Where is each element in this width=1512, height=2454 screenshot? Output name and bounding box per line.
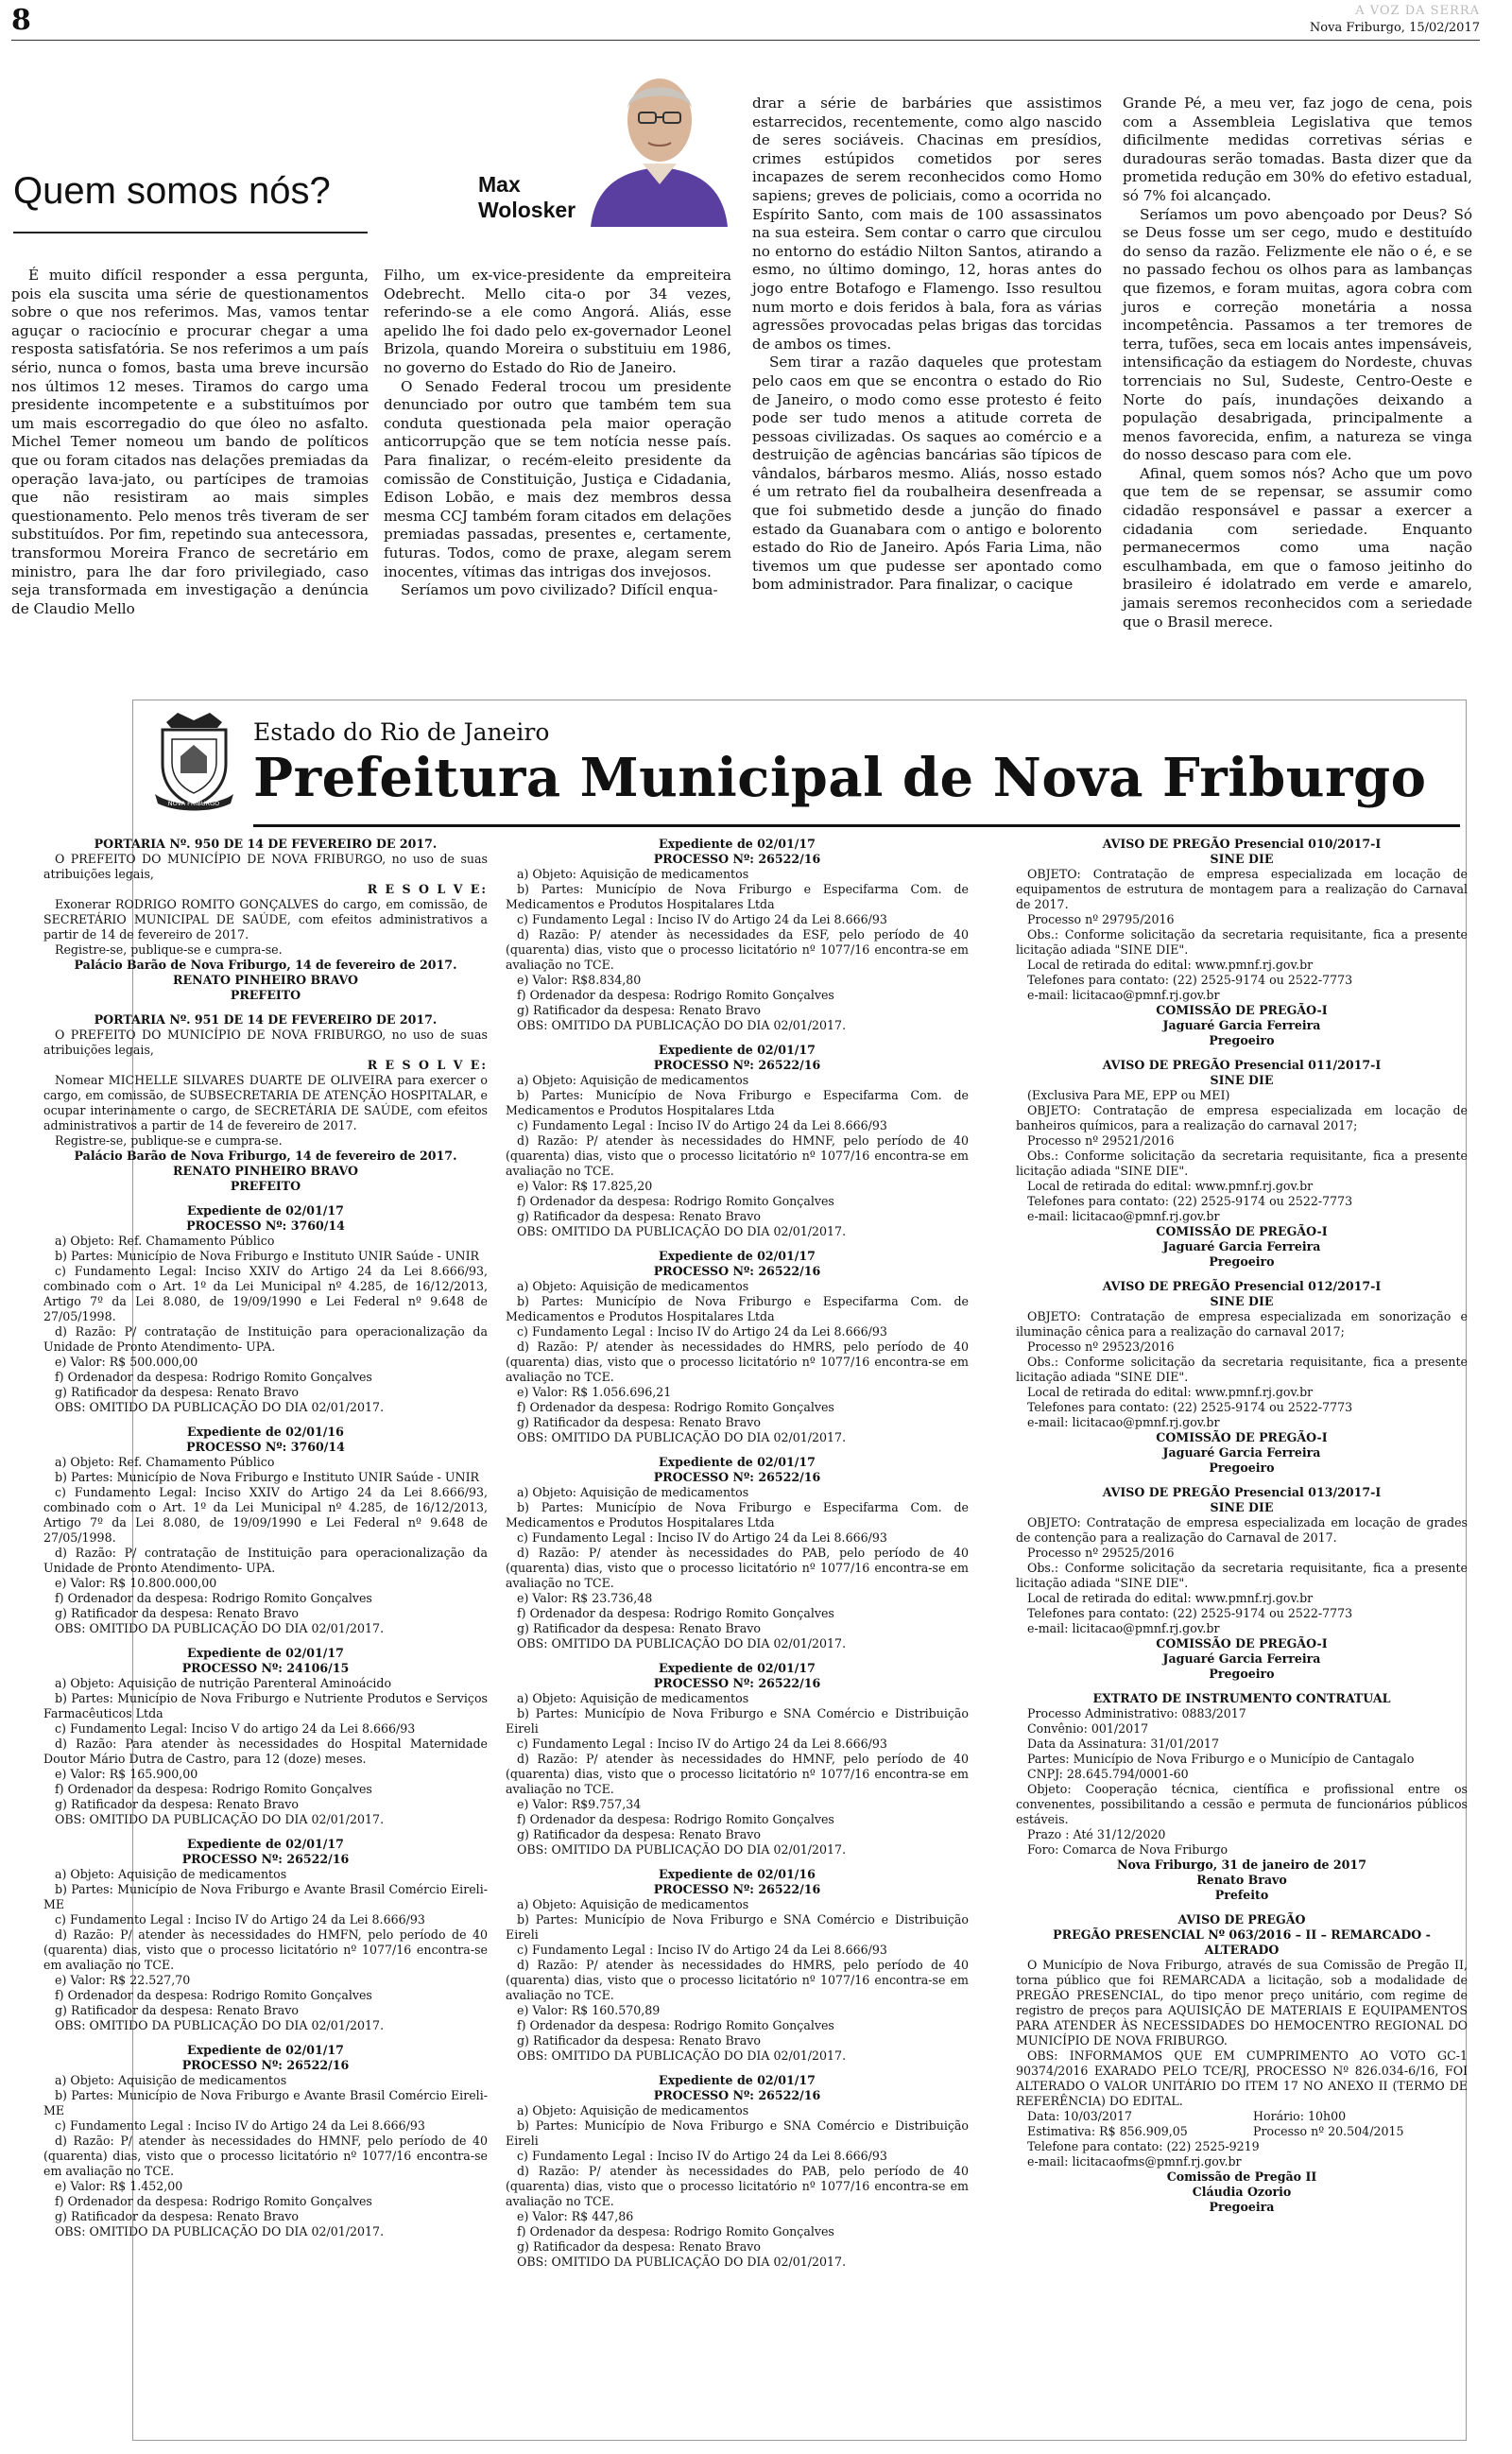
notice-date: Data: 10/03/2017 — [1027, 2109, 1133, 2123]
notice-line: d) Razão: P/ atender às necessidades do HMNF, pelo período de 40 (quarenta) dias, visto que o processo licitatório nº 1077/16 encontra-se em avaliação no TCE. — [506, 1752, 969, 1796]
notices-title-rule — [253, 824, 1460, 827]
notice-footer: Palácio Barão de Nova Friburgo, 14 de fevereiro de 2017. — [74, 958, 457, 972]
article-paragraph: Grande Pé, a meu ver, faz jogo de cena, pois com a Assembleia Legislativa que temos dificilmente medidas corretivas sérias e duradouras serão tomadas. Basta dizer que da prometida redução em 30% do efetivo estadual, só 7% foi alcançado. — [1123, 95, 1472, 204]
notice-heading: AVISO DE PREGÃO Presencial 010/2017-I — [1102, 837, 1382, 851]
issue-date: Nova Friburgo, 15/02/2017 — [1309, 21, 1480, 35]
notice-line: Processo nº 29525/2016 — [1027, 1546, 1175, 1560]
notice-line: e-mail: licitacao@pmnf.rj.gov.br — [1027, 1415, 1220, 1429]
notice-line: c) Fundamento Legal: Inciso V do artigo 24 da Lei 8.666/93 — [55, 1721, 416, 1736]
notice-footer: Palácio Barão de Nova Friburgo, 14 de fevereiro de 2017. — [74, 1149, 457, 1163]
notice-process: Processo nº 20.504/2015 — [1253, 2124, 1404, 2138]
notice-line: b) Partes: Município de Nova Friburgo e Nutriente Produtos e Serviços Farmacêuticos Ltda — [43, 1691, 488, 1720]
article-column-3 — [752, 95, 1102, 595]
notice-heading: PROCESSO Nº: 24106/15 — [181, 1661, 350, 1675]
notice-heading: PROCESSO Nº: 26522/16 — [181, 2058, 350, 2072]
notice-line: Obs.: Conforme solicitação da secretaria requisitante, fica a presente licitação adiada "SINE DIE". — [1016, 1149, 1468, 1178]
notice-sign: Cláudia Ozorio — [1192, 2185, 1292, 2199]
notice-line: OBJETO: Contratação de empresa especializada em locação de grades de contenção para a realização do Carnaval de 2017. — [1016, 1515, 1468, 1545]
notice-block — [506, 2073, 969, 2270]
author-last-name: Wolosker — [478, 198, 576, 222]
notice-heading: PROCESSO Nº: 26522/16 — [653, 852, 821, 866]
notice-sign: Pregoeiro — [1209, 1033, 1275, 1047]
notice-block — [1016, 1485, 1468, 1682]
notice-block — [43, 1837, 488, 2033]
notice-block — [506, 1455, 969, 1651]
notice-line: Partes: Município de Nova Friburgo e o Município de Cantagalo — [1027, 1752, 1415, 1766]
notice-line: OBS: OMITIDO DA PUBLICAÇÃO DO DIA 02/01/2017. — [517, 2255, 847, 2269]
notice-resolve: R E S O L V E: — [367, 1058, 488, 1072]
notice-line: d) Razão: P/ atender às necessidades da ESF, pelo período de 40 (quarenta) dias, visto que o processo licitatório nº 1077/16 encontra-se em avaliação no TCE. — [506, 927, 969, 972]
article-column-2 — [384, 267, 731, 600]
notice-line: Registre-se, publique-se e cumpra-se. — [55, 1133, 283, 1148]
notice-line: d) Razão: Para atender às necessidades do Hospital Maternidade Doutor Mário Dutra de Castro, para 12 (doze) meses. — [43, 1737, 488, 1766]
notice-sign: COMISSÃO DE PREGÃO-I — [1156, 1224, 1328, 1238]
notice-line: b) Partes: Município de Nova Friburgo e Instituto UNIR Saúde - UNIR — [55, 1249, 480, 1263]
notice-heading: EXTRATO DE INSTRUMENTO CONTRATUAL — [1092, 1691, 1391, 1705]
notice-heading: PROCESSO Nº: 26522/16 — [653, 1882, 821, 1896]
notice-line: Local de retirada do edital: www.pmnf.rj.gov.br — [1027, 1179, 1314, 1193]
notice-line: Objeto: Cooperação técnica, científica e profissional entre os convenentes, possibilitando a cessão e permuta de funcionários públicos estáveis. — [1016, 1782, 1468, 1826]
notice-line: a) Objeto: Aquisição de medicamentos — [517, 867, 749, 881]
notice-line: Registre-se, publique-se e cumpra-se. — [55, 942, 283, 957]
notice-block — [43, 1646, 488, 1827]
article-paragraph: Sem tirar a razão daqueles que protestam pelo caos em que se encontra o estado do Rio de Janeiro, o modo como esse protesto é feito pode ser tudo menos a atitude correta de pessoas civilizadas. Os saques ao comércio e a destruição de agências bancárias são típicos de vândalos, bárbaros mesmo. Aliás, nosso estado é um retrato fiel da roubalheira desenfreada a que foi submetido desde a junção do finado estado da Guanabara com o antigo e bolorento estado do Rio de Janeiro. Após Faria Lima, não tivemos um que pudesse ser apontado como bom administrador. Para finalizar, o cacique — [752, 354, 1102, 594]
crest-text: NOVA FRIBURGO — [167, 800, 220, 807]
notice-sign: COMISSÃO DE PREGÃO-I — [1156, 1003, 1328, 1017]
notice-line: OBS: OMITIDO DA PUBLICAÇÃO DO DIA 02/01/2017. — [55, 2018, 385, 2032]
notice-line: OBS: INFORMAMOS QUE EM CUMPRIMENTO AO VOTO GC-1 90374/2016 EXARADO PELO TCE/RJ, PROCESSO Nº 826.034-6/16, FOI ALTERADO O VALOR UNITÁRIO DO ITEM 17 NO ANEXO II (TERMO DE REFERÊNCIA) DO EDITAL. — [1016, 2048, 1468, 2108]
notice-line: g) Ratificador da despesa: Renato Bravo — [517, 1827, 761, 1841]
notice-line: Telefones para contato: (22) 2525-9174 ou 2522-7773 — [1027, 1400, 1353, 1414]
notice-line: a) Objeto: Ref. Chamamento Público — [55, 1455, 275, 1469]
notice-line: a) Objeto: Aquisição de medicamentos — [517, 1897, 749, 1911]
notice-line: b) Partes: Município de Nova Friburgo e Especifarma Com. de Medicamentos e Produtos Hospitalares Ltda — [506, 1500, 969, 1529]
notice-line: a) Objeto: Aquisição de medicamentos — [517, 1279, 749, 1293]
notice-line: b) Partes: Município de Nova Friburgo e Especifarma Com. de Medicamentos e Produtos Hospitalares Ltda — [506, 1294, 969, 1323]
notice-line: OBS: OMITIDO DA PUBLICAÇÃO DO DIA 02/01/2017. — [55, 1621, 385, 1635]
notice-line: d) Razão: P/ atender às necessidades do PAB, pelo período de 40 (quarenta) dias, visto que o processo licitatório nº 1077/16 encontra-se em avaliação no TCE. — [506, 2164, 969, 2208]
notice-heading: Expediente de 02/01/17 — [659, 1249, 816, 1263]
notice-block — [43, 2043, 488, 2239]
notice-line: Processo nº 29523/2016 — [1027, 1339, 1175, 1354]
notice-line: f) Ordenador da despesa: Rodrigo Romito Gonçalves — [517, 2018, 834, 2032]
notice-line: Local de retirada do edital: www.pmnf.rj.gov.br — [1027, 958, 1314, 972]
notice-heading: PROCESSO Nº: 26522/16 — [653, 1264, 821, 1278]
notice-line: OBS: OMITIDO DA PUBLICAÇÃO DO DIA 02/01/2017. — [517, 2048, 847, 2063]
notice-line: c) Fundamento Legal : Inciso IV do Artigo 24 da Lei 8.666/93 — [517, 1943, 887, 1957]
notice-line: g) Ratificador da despesa: Renato Bravo — [55, 1797, 299, 1811]
notice-footer: RENATO PINHEIRO BRAVO — [173, 973, 358, 987]
notice-block — [506, 1249, 969, 1445]
notice-heading: Expediente de 02/01/17 — [659, 837, 816, 851]
notice-line: a) Objeto: Aquisição de medicamentos — [517, 1485, 749, 1499]
extrato-contratual — [1016, 1691, 1468, 1903]
notice-line: b) Partes: Município de Nova Friburgo e Especifarma Com. de Medicamentos e Produtos Hospitalares Ltda — [506, 1088, 969, 1117]
notice-line: d) Razão: P/ contratação de Instituição para operacionalização da Unidade de Pronto Atendimento- UPA. — [43, 1324, 488, 1354]
notice-line: d) Razão: P/ atender às necessidades do HMRS, pelo período de 40 (quarenta) dias, visto que o processo licitatório nº 1077/16 encontra-se em avaliação no TCE. — [506, 1339, 969, 1384]
notice-line: Data da Assinatura: 31/01/2017 — [1027, 1737, 1219, 1751]
notice-line: b) Partes: Município de Nova Friburgo e Especifarma Com. de Medicamentos e Produtos Hospitalares Ltda — [506, 882, 969, 911]
notice-line: c) Fundamento Legal : Inciso IV do Artigo 24 da Lei 8.666/93 — [517, 1737, 887, 1751]
notice-line: g) Ratificador da despesa: Renato Bravo — [517, 2239, 761, 2254]
notice-heading: Expediente de 02/01/17 — [187, 1837, 344, 1851]
notice-heading: Expediente de 02/01/17 — [187, 1646, 344, 1660]
notice-line: e-mail: licitacao@pmnf.rj.gov.br — [1027, 988, 1220, 1002]
notice-line: g) Ratificador da despesa: Renato Bravo — [517, 1621, 761, 1635]
notice-line: f) Ordenador da despesa: Rodrigo Romito Gonçalves — [55, 2194, 372, 2208]
notice-line: f) Ordenador da despesa: Rodrigo Romito Gonçalves — [517, 1400, 834, 1414]
notice-heading: PROCESSO Nº: 26522/16 — [653, 2088, 821, 2102]
notice-line: f) Ordenador da despesa: Rodrigo Romito Gonçalves — [55, 1782, 372, 1796]
notice-line: Prazo : Até 31/12/2020 — [1027, 1827, 1166, 1841]
notice-line: f) Ordenador da despesa: Rodrigo Romito Gonçalves — [517, 2224, 834, 2238]
notice-sign: Jaguaré Garcia Ferreira — [1162, 1651, 1321, 1666]
notice-line: OBS: OMITIDO DA PUBLICAÇÃO DO DIA 02/01/2017. — [517, 1224, 847, 1238]
notice-block — [43, 1425, 488, 1636]
notice-heading: Expediente de 02/01/17 — [659, 1661, 816, 1675]
notice-line: g) Ratificador da despesa: Renato Bravo — [55, 2003, 299, 2017]
notice-line: g) Ratificador da despesa: Renato Bravo — [55, 2209, 299, 2223]
notice-line: Exonerar RODRIGO ROMITO GONÇALVES do cargo, em comissão, de SECRETÁRIO MUNICIPAL DE SAÚDE, com efeitos administrativos a partir de 14 de fevereiro de 2017. — [43, 897, 488, 942]
article-paragraph: Filho, um ex-vice-presidente da empreiteira Odebrecht. Mello cita-o por 34 vezes, referindo-se a ele como Angorá. Aliás, esse apelido lhe foi dado pelo ex-governador Leonel Brizola, quando Moreira o substituiu em 1986, no governo do Estado do Rio de Janeiro. — [384, 267, 731, 376]
notices-title: Prefeitura Municipal de Nova Friburgo — [253, 747, 1427, 809]
notice-line: g) Ratificador da despesa: Renato Bravo — [517, 1209, 761, 1223]
author-name — [478, 172, 576, 223]
notice-phone: Telefone para contato: (22) 2525-9219 — [1027, 2139, 1260, 2153]
notice-time: Horário: 10h00 — [1253, 2109, 1347, 2123]
notices-column-2 — [506, 837, 969, 2279]
notice-line: b) Partes: Município de Nova Friburgo e Avante Brasil Comércio Eireli-ME — [43, 2088, 488, 2117]
notice-line: e) Valor: R$ 165.900,00 — [55, 1767, 198, 1781]
aviso-pregao-063 — [1016, 1912, 1468, 2215]
notice-heading: AVISO DE PREGÃO Presencial 012/2017-I — [1102, 1279, 1382, 1293]
notice-line: a) Objeto: Aquisição de medicamentos — [517, 1073, 749, 1087]
notice-heading: PROCESSO Nº: 26522/16 — [653, 1470, 821, 1484]
notice-line: f) Ordenador da despesa: Rodrigo Romito Gonçalves — [55, 1370, 372, 1384]
notice-heading: AVISO DE PREGÃO Presencial 011/2017-I — [1102, 1058, 1382, 1072]
notice-heading: PROCESSO Nº: 26522/16 — [653, 1058, 821, 1072]
notice-line: c) Fundamento Legal : Inciso IV do Artigo 24 da Lei 8.666/93 — [517, 1118, 887, 1132]
notice-line: e) Valor: R$ 1.452,00 — [55, 2179, 183, 2193]
notice-line: b) Partes: Município de Nova Friburgo e SNA Comércio e Distribuição Eireli — [506, 1912, 969, 1942]
notice-line: OBJETO: Contratação de empresa especializada em locação de equipamentos de estrutura de montagem para a realização do Carnaval de 2017. — [1016, 867, 1468, 911]
notice-heading: Expediente de 02/01/16 — [659, 1867, 816, 1881]
notice-line: (Exclusiva Para ME, EPP ou MEI) — [1027, 1088, 1230, 1102]
notice-block — [1016, 1279, 1468, 1476]
notice-line: d) Razão: P/ atender às necessidades do HMNF, pelo período de 40 (quarenta) dias, visto que o processo licitatório nº 1077/16 encontra-se em avaliação no TCE. — [43, 2134, 488, 2178]
notice-line: Processo Administrativo: 0883/2017 — [1027, 1706, 1246, 1720]
notice-line: g) Ratificador da despesa: Renato Bravo — [517, 1003, 761, 1017]
author-first-name: Max — [478, 172, 521, 197]
notice-line: OBJETO: Contratação de empresa especializada em sonorização e iluminação cênica para a realização do carnaval 2017; — [1016, 1309, 1468, 1339]
article-paragraph: Afinal, quem somos nós? Acho que um povo que tem de se repensar, se assumir como cidadão responsável e passar a exercer a cidadania com seriedade. Enquanto permanecermos como uma nação esculhambada, em que o famoso jeitinho do brasileiro é idolatrado em verde e amarelo, jamais seremos reconhecidos com a seriedade que o Brasil merece. — [1123, 464, 1472, 631]
article-paragraph: Seríamos um povo civilizado? Difícil enqua- — [401, 581, 718, 599]
article-paragraph: Seríamos um povo abençoado por Deus? Só se Deus fosse um ser cego, mudo e destituído do senso da razão. Felizmente ele não o é, e se no passado fechou os olhos para as lambanças que fizemos, e foram muitas, agora cobra com juros e correção monetária a nossa incompetência. Passamos a ter tremores de terra, tufões, seca em locais antes impensáveis, intensificação da estiagem do Nordeste, chuvas torrenciais no Sul, Sudeste, Centro-Oeste e Norte do país, inundações deixando a população desabrigada, principalmente a menos favorecida, enfim, a natureza se vinga do nosso descaso para com ele. — [1123, 205, 1472, 464]
notice-line: f) Ordenador da despesa: Rodrigo Romito Gonçalves — [517, 1812, 834, 1826]
notice-line: b) Partes: Município de Nova Friburgo e SNA Comércio e Distribuição Eireli — [506, 2118, 969, 2148]
article-title-rule — [13, 232, 368, 233]
notice-heading: Expediente de 02/01/17 — [659, 2073, 816, 2087]
notice-line: e-mail: licitacao@pmnf.rj.gov.br — [1027, 1621, 1220, 1635]
notice-line: f) Ordenador da despesa: Rodrigo Romito Gonçalves — [517, 988, 834, 1002]
notice-line: e) Valor: R$ 160.570,89 — [517, 2003, 661, 2017]
notice-line: O Município de Nova Friburgo, através de sua Comissão de Pregão II, torna público que foi REMARCADA a licitação, sob a modalidade de PREGÃO PRESENCIAL, do tipo menor preço unitário, com regime de registro de preços para AQUISIÇÃO DE MATERIAIS E EQUIPAMENTOS PARA ATENDER ÀS NECESSIDADES DO HEMOCENTRO REGIONAL DO MUNICÍPIO DE NOVA FRIBURGO. — [1016, 1958, 1468, 2048]
notice-heading: Expediente de 02/01/16 — [187, 1425, 344, 1439]
notice-heading: Expediente de 02/01/17 — [187, 1203, 344, 1218]
notice-line: c) Fundamento Legal : Inciso IV do Artigo 24 da Lei 8.666/93 — [55, 2118, 425, 2133]
notice-heading: AVISO DE PREGÃO Presencial 013/2017-I — [1102, 1485, 1382, 1499]
article-column-4 — [1123, 95, 1472, 631]
notice-sign: COMISSÃO DE PREGÃO-I — [1156, 1636, 1328, 1650]
notice-sign: Jaguaré Garcia Ferreira — [1162, 1018, 1321, 1032]
notice-heading: PROCESSO Nº: 26522/16 — [653, 1676, 821, 1690]
notice-line: c) Fundamento Legal : Inciso IV do Artigo 24 da Lei 8.666/93 — [517, 2149, 887, 2163]
notice-line: g) Ratificador da despesa: Renato Bravo — [55, 1606, 299, 1620]
notice-line: g) Ratificador da despesa: Renato Bravo — [517, 1415, 761, 1429]
notice-line: d) Razão: P/ atender às necessidades do HMFN, pelo período de 40 (quarenta) dias, visto que o processo licitatório nº 1077/16 encontra-se em avaliação no TCE. — [43, 1927, 488, 1972]
notice-line: a) Objeto: Aquisição de medicamentos — [517, 2103, 749, 2117]
notice-block — [506, 837, 969, 1033]
notice-line: OBS: OMITIDO DA PUBLICAÇÃO DO DIA 02/01/2017. — [517, 1636, 847, 1650]
notice-line: Telefones para contato: (22) 2525-9174 ou 2522-7773 — [1027, 1194, 1353, 1208]
notice-line: Telefones para contato: (22) 2525-9174 ou 2522-7773 — [1027, 1606, 1353, 1620]
notice-line: c) Fundamento Legal : Inciso IV do Artigo 24 da Lei 8.666/93 — [517, 1530, 887, 1545]
city-crest-icon — [149, 709, 239, 813]
notice-estimate: Estimativa: R$ 856.909,05 — [1027, 2124, 1188, 2138]
notice-footer: PREFEITO — [230, 1179, 301, 1193]
notice-line: d) Razão: P/ contratação de Instituição para operacionalização da Unidade de Pronto Atendimento- UPA. — [43, 1546, 488, 1575]
notice-line: a) Objeto: Aquisição de nutrição Parenteral Aminoácido — [55, 1676, 392, 1690]
avisos-pregao — [1016, 837, 1468, 1682]
notice-line: OBS: OMITIDO DA PUBLICAÇÃO DO DIA 02/01/2017. — [517, 1842, 847, 1857]
notice-footer: PREFEITO — [230, 988, 301, 1002]
notice-sign: Jaguaré Garcia Ferreira — [1162, 1445, 1321, 1460]
notice-sign: Nova Friburgo, 31 de janeiro de 2017 — [1117, 1858, 1366, 1872]
article-column-1 — [11, 267, 369, 618]
notice-line: d) Razão: P/ atender às necessidades do PAB, pelo período de 40 (quarenta) dias, visto que o processo licitatório nº 1077/16 encontra-se em avaliação no TCE. — [506, 1546, 969, 1590]
notice-email: e-mail: licitacaofms@pmnf.rj.gov.br — [1027, 2154, 1242, 2169]
article-paragraph: drar a série de barbáries que assistimos estarrecidos, recentemente, como algo nascido de seres sociáveis. Chacinas em presídios, crimes estúpidos cometidos por seres incapazes de serem reconhecidos como Homo sapiens; greves de policiais, como a ocorrida no Espírito Santo, com mais de 100 assassinatos na sua esteira. Sem contar o carro que circulou no entorno do estádio Nilton Santos, atirando a esmo, no último domingo, 12, horas antes do jogo entre Botafogo e Flamengo. Isso resultou num morto e dois feridos à bala, fora as várias agressões provocadas pelas brigas das torcidas de ambos os times. — [752, 95, 1102, 353]
notice-heading: PORTARIA Nº. 951 DE 14 DE FEVEREIRO DE 2017. — [94, 1012, 438, 1027]
notice-line: a) Objeto: Aquisição de medicamentos — [517, 1691, 749, 1705]
notice-line: OBS: OMITIDO DA PUBLICAÇÃO DO DIA 02/01/2017. — [55, 1812, 385, 1826]
notices-column-1 — [43, 837, 488, 2249]
notice-line: e) Valor: R$9.757,34 — [517, 1797, 642, 1811]
notice-row — [1016, 2124, 1468, 2139]
notice-sign: Prefeito — [1214, 1888, 1269, 1902]
notice-sign: Renato Bravo — [1196, 1873, 1287, 1887]
notice-sign: Pregoeira — [1209, 2200, 1275, 2214]
notice-line: e) Valor: R$ 500.000,00 — [55, 1355, 198, 1369]
notices-subtitle: Estado do Rio de Janeiro — [253, 718, 550, 746]
notice-heading: AVISO DE PREGÃO — [1177, 1912, 1306, 1927]
notice-line: f) Ordenador da despesa: Rodrigo Romito Gonçalves — [55, 1591, 372, 1605]
notice-line: Local de retirada do edital: www.pmnf.rj.gov.br — [1027, 1591, 1314, 1605]
notice-heading: SINE DIE — [1210, 852, 1274, 866]
notice-line: a) Objeto: Aquisição de medicamentos — [55, 1867, 287, 1881]
notice-sign: Pregoeiro — [1209, 1460, 1275, 1475]
notice-line: Processo nº 29795/2016 — [1027, 912, 1175, 926]
article-paragraph: É muito difícil responder a essa pergunta, pois ela suscita uma série de questionamentos sobre o que nos referimos. Mas, vamos tentar aguçar o raciocínio e procurar chegar a uma resposta satisfatória. Se nos referimos a um país sério, nunca o fomos, basta uma breve incursão nos últimos 12 meses. Tiramos do cargo uma presidente incompetente e a substituímos por um mais escorregadio do que óleo no asfalto. Michel Temer nomeou um bando de políticos que ou foram citados nas delações premiadas da operação lava-jato, ou partícipes de tramoias que não resistiram ao mais simples questionamento. Pelo menos três tiveram de ser substituídos. Por fim, repetindo sua antecessora, transformou Moreira Franco de secretário em ministro, para lhe dar foro privilegiado, caso seja transformada em investigação a denúncia de Claudio Mello — [11, 267, 369, 617]
notice-line: Nomear MICHELLE SILVARES DUARTE DE OLIVEIRA para exercer o cargo, em comissão, de SUBSECRETARIA DE ATENÇÃO HOSPITALAR, e ocupar interinamente o cargo, de SECRETÁRIA DE SAÚDE, com efeitos administrativos a partir de 14 de fevereiro de 2017. — [43, 1073, 488, 1132]
notice-line: b) Partes: Município de Nova Friburgo e SNA Comércio e Distribuição Eireli — [506, 1706, 969, 1736]
notice-line: a) Objeto: Aquisição de medicamentos — [55, 2073, 287, 2087]
portaria-951 — [43, 1012, 488, 1194]
notice-sign: COMISSÃO DE PREGÃO-I — [1156, 1430, 1328, 1444]
notice-line: OBS: OMITIDO DA PUBLICAÇÃO DO DIA 02/01/2017. — [517, 1018, 847, 1032]
notice-line: e) Valor: R$ 17.825,20 — [517, 1179, 653, 1193]
notice-line: Convênio: 001/2017 — [1027, 1721, 1149, 1736]
article-title: Quem somos nós? — [13, 170, 331, 212]
notice-line: Obs.: Conforme solicitação da secretaria requisitante, fica a presente licitação adiada "SINE DIE". — [1016, 1561, 1468, 1590]
notice-line: c) Fundamento Legal: Inciso XXIV do Artigo 24 da Lei 8.666/93, combinado com o Art. 1º da Lei Municipal nº 4.285, de 16/12/2013, Artigo 7º da Lei 8.080, de 19/09/1990 e Lei Federal nº 9.648 de 27/05/1998. — [43, 1264, 488, 1323]
notice-line: e) Valor: R$ 1.056.696,21 — [517, 1385, 672, 1399]
notice-heading: SINE DIE — [1210, 1500, 1274, 1514]
notice-line: g) Ratificador da despesa: Renato Bravo — [517, 2033, 761, 2048]
notice-line: e-mail: licitacao@pmnf.rj.gov.br — [1027, 1209, 1220, 1223]
notice-line: Processo nº 29521/2016 — [1027, 1133, 1175, 1148]
notice-heading: Expediente de 02/01/17 — [659, 1455, 816, 1469]
notice-line: e) Valor: R$ 10.800.000,00 — [55, 1576, 217, 1590]
notice-block — [1016, 837, 1468, 1048]
notice-sign: Jaguaré Garcia Ferreira — [1162, 1239, 1321, 1253]
notice-line: Obs.: Conforme solicitação da secretaria requisitante, fica a presente licitação adiada "SINE DIE". — [1016, 927, 1468, 957]
notice-block — [43, 1203, 488, 1415]
expedientes-column-1 — [43, 1203, 488, 2239]
notice-heading: PROCESSO Nº: 3760/14 — [186, 1218, 345, 1233]
notice-line: Obs.: Conforme solicitação da secretaria requisitante, fica a presente licitação adiada "SINE DIE". — [1016, 1355, 1468, 1384]
notice-heading: Expediente de 02/01/17 — [659, 1043, 816, 1057]
notice-block — [1016, 1058, 1468, 1270]
notice-footer: RENATO PINHEIRO BRAVO — [173, 1164, 358, 1178]
notice-heading: SINE DIE — [1210, 1294, 1274, 1308]
notice-line: f) Ordenador da despesa: Rodrigo Romito Gonçalves — [55, 1988, 372, 2002]
notice-heading: SINE DIE — [1210, 1073, 1274, 1087]
notice-line: OBS: OMITIDO DA PUBLICAÇÃO DO DIA 02/01/2017. — [55, 2224, 385, 2238]
notice-line: OBJETO: Contratação de empresa especializada em locação de banheiros químicos, para a realização do carnaval 2017; — [1016, 1103, 1468, 1132]
notice-heading: Expediente de 02/01/17 — [187, 2043, 344, 2057]
notice-line: Foro: Comarca de Nova Friburgo — [1027, 1842, 1228, 1857]
expedientes-column-2 — [506, 837, 969, 2270]
notice-heading: PREGÃO PRESENCIAL Nº 063/2016 – II – REMARCADO - ALTERADO — [1053, 1927, 1431, 1957]
notice-line: CNPJ: 28.645.794/0001-60 — [1027, 1767, 1189, 1781]
notice-line: OBS: OMITIDO DA PUBLICAÇÃO DO DIA 02/01/2017. — [517, 1430, 847, 1444]
notices-column-3 — [1016, 837, 1468, 2224]
notice-line: Telefones para contato: (22) 2525-9174 ou 2522-7773 — [1027, 973, 1353, 987]
notice-sign: Comissão de Pregão II — [1166, 2169, 1317, 2184]
notice-line: b) Partes: Município de Nova Friburgo e Avante Brasil Comércio Eireli-ME — [43, 1882, 488, 1911]
notice-line: f) Ordenador da despesa: Rodrigo Romito Gonçalves — [517, 1194, 834, 1208]
notice-line: O PREFEITO DO MUNICÍPIO DE NOVA FRIBURGO, no uso de suas atribuições legais, — [43, 852, 488, 881]
notice-resolve: R E S O L V E: — [367, 882, 488, 896]
notice-line: f) Ordenador da despesa: Rodrigo Romito Gonçalves — [517, 1606, 834, 1620]
notice-heading: PROCESSO Nº: 3760/14 — [186, 1440, 345, 1454]
page-number: 8 — [11, 4, 31, 37]
article-paragraph: O Senado Federal trocou um presidente denunciado por outro que também tem sua conduta questionada pela maior operação anticorrupção que se tem notícia nesse país. Para finalizar, o recém-eleito presidente da comissão de Constituição, Justiça e Cidadania, Edison Lobão, e mais dez membros dessa mesma CCJ também foram citados em delações premiadas passadas, presentes e, certamente, futuras. Todos, como de praxe, alegam serem inocentes, vítimas das intrigas dos invejosos. — [384, 377, 731, 580]
notice-line: O PREFEITO DO MUNICÍPIO DE NOVA FRIBURGO, no uso de suas atribuições legais, — [43, 1028, 488, 1057]
notice-block — [506, 1867, 969, 2064]
notice-line: OBS: OMITIDO DA PUBLICAÇÃO DO DIA 02/01/2017. — [55, 1400, 385, 1414]
notice-line: e) Valor: R$8.834,80 — [517, 973, 642, 987]
notice-line: d) Razão: P/ atender às necessidades do HMNF, pelo período de 40 (quarenta) dias, visto que o processo licitatório nº 1077/16 encontra-se em avaliação no TCE. — [506, 1133, 969, 1178]
notice-heading: PORTARIA Nº. 950 DE 14 DE FEVEREIRO DE 2017. — [94, 837, 438, 851]
notice-row — [1016, 2109, 1468, 2124]
notice-line: c) Fundamento Legal : Inciso IV do Artigo 24 da Lei 8.666/93 — [517, 912, 887, 926]
portaria-950 — [43, 837, 488, 1003]
notice-line: c) Fundamento Legal : Inciso IV do Artigo 24 da Lei 8.666/93 — [517, 1324, 887, 1339]
notice-sign: Pregoeiro — [1209, 1254, 1275, 1269]
notice-block — [506, 1661, 969, 1858]
header-rule — [11, 40, 1480, 41]
notice-line: c) Fundamento Legal : Inciso IV do Artigo 24 da Lei 8.666/93 — [55, 1912, 425, 1927]
notice-line: Local de retirada do edital: www.pmnf.rj.gov.br — [1027, 1385, 1314, 1399]
notice-line: e) Valor: R$ 447,86 — [517, 2209, 634, 2223]
notice-line: b) Partes: Município de Nova Friburgo e Instituto UNIR Saúde - UNIR — [55, 1470, 480, 1484]
notice-sign: Pregoeiro — [1209, 1667, 1275, 1681]
author-photo — [586, 43, 732, 227]
notice-line: e) Valor: R$ 23.736,48 — [517, 1591, 653, 1605]
notice-line: a) Objeto: Ref. Chamamento Público — [55, 1234, 275, 1248]
notice-line: e) Valor: R$ 22.527,70 — [55, 1973, 191, 1987]
notice-line: c) Fundamento Legal: Inciso XXIV do Artigo 24 da Lei 8.666/93, combinado com o Art. 1º da Lei Municipal nº 4.285, de 16/12/2013, Artigo 7º da Lei 8.080, de 19/09/1990 e Lei Federal nº 9.648 de 27/05/1998. — [43, 1485, 488, 1545]
notice-heading: PROCESSO Nº: 26522/16 — [181, 1852, 350, 1866]
notice-block — [506, 1043, 969, 1239]
notice-line: d) Razão: P/ atender às necessidades do HMRS, pelo período de 40 (quarenta) dias, visto que o processo licitatório nº 1077/16 encontra-se em avaliação no TCE. — [506, 1958, 969, 2002]
notice-line: g) Ratificador da despesa: Renato Bravo — [55, 1385, 299, 1399]
paper-name: A VOZ DA SERRA — [1355, 4, 1480, 18]
